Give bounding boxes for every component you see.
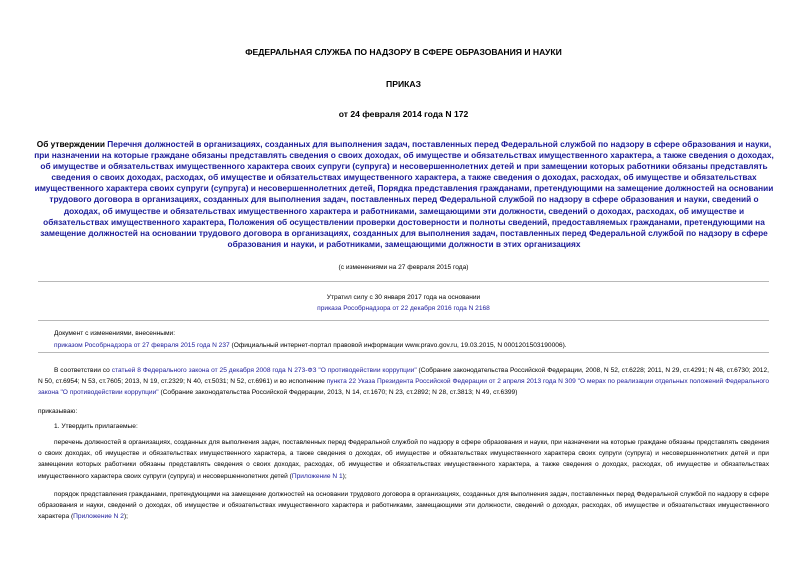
document-type: ПРИКАЗ xyxy=(386,79,421,89)
basis-law-link[interactable]: статьей 8 Федерального закона от 25 декабря 2008 года N 273-ФЗ "О противодействии коррупции" xyxy=(111,367,417,374)
changes-link[interactable]: приказом Рособрнадзора от 27 февраля 2015 года N 237 xyxy=(54,341,230,349)
procedure-tail: ); xyxy=(123,513,128,521)
edition-note: (с изменениями на 27 февраля 2015 года) xyxy=(338,264,469,271)
changes-line xyxy=(54,340,774,352)
list-tail: ); xyxy=(342,472,347,480)
document-title xyxy=(34,139,774,250)
expired-note xyxy=(0,292,807,314)
expired-link[interactable]: приказа Рособрнадзора от 22 декабря 2016 года N 2168 xyxy=(317,305,490,312)
procedure-text: порядок представления гражданами, претендующими на замещение должностей на основании трудового договора в организациях, созданных для выполнения задач, поставленных перед Федеральной службой по надзору в сфере образования и науки, сведений о доходах, об имуществе и обязательствах имущественного характера и работниками, замещающими эти должности, сведений о доходах, расходах, об имуществе и обязательствах имущественного характера ( xyxy=(38,491,769,521)
title-link[interactable]: Перечня должностей в организациях, созданных для выполнения задач, поставленных перед Федеральной службой по надзору в сфере образования и науки, при назначении на которые граждане обязаны представлять сведения о своих доходах, об имуществе и обязательствах имущественного характера, а также сведения о доходах, об имуществе и обязательствах имущественного характера своих супруги (супруга) и несовершеннолетних детей и при замещении которых работники обязаны представлять сведения о своих доходах, расходах, об имуществе и обязательствах имущественного характера, а также сведения о доходах, расходах, об имуществе и обязательствах имущественного характера своих супруги (супруга) и несовершеннолетних детей, Порядка представления гражданами, претендующими на замещение должностей на основании трудового договора в организациях, созданных для выполнения задач, поставленных перед Федеральной службой по надзору в сфере образования и науки, сведений о доходах, об имуществе и обязательствах имущественного характера и работниками, замещающими эти должности, сведений о доходах, расходах, об имуществе и обязательствах имущественного характера, Положения об осуществлении проверки достоверности и полноты сведений, предоставляемых гражданами, претендующими на замещение должностей на основании трудового договора в организациях, созданных для выполнения задач, поставленных перед Федеральной службой по надзору в сфере образования и науки, и работниками, замещающими должности в этих организациях xyxy=(34,139,774,249)
list-paragraph xyxy=(38,437,769,482)
changes-block xyxy=(54,328,774,351)
item-1: 1. Утвердить прилагаемые: xyxy=(54,423,138,430)
basis-decree-link[interactable]: пункта 22 Указа Президента Российской Федерации от 2 апреля 2013 года N 309 "О мерах по реализации отдельных положений Федерального закона "О противодействии коррупции" xyxy=(38,378,769,397)
expired-line: Утратил силу с 30 января 2017 года на основании xyxy=(326,294,481,301)
orders-text: приказываю: xyxy=(38,408,78,415)
agency-heading: ФЕДЕРАЛЬНАЯ СЛУЖБА ПО НАДЗОРУ В СФЕРЕ ОБРАЗОВАНИЯ И НАУКИ xyxy=(245,47,562,57)
appendix-1-link[interactable]: Приложение N 1 xyxy=(291,472,343,480)
title-prefix: Об утверждении xyxy=(36,139,108,149)
procedure-paragraph xyxy=(38,489,769,523)
document-date-number: от 24 февраля 2014 года N 172 xyxy=(338,109,469,119)
changes-heading: Документ с изменениями, внесенными: xyxy=(54,330,176,337)
basis-text-3: (Собрание законодательства Российской Федерации, 2013, N 14, ст.1670; N 23, ст.2892; N 28, ст.3813; N 49, ст.6399) xyxy=(158,389,518,397)
divider xyxy=(38,281,769,282)
basis-paragraph xyxy=(38,365,769,399)
appendix-2-link[interactable]: Приложение N 2 xyxy=(73,513,124,521)
basis-text-1: В соответствии со xyxy=(54,367,112,374)
list-text: перечень должностей в организациях, созданных для выполнения задач, поставленных перед Федеральной службой по надзору в сфере образования и науки, при назначении на которые граждане обязаны представлять сведения о своих доходах, об имуществе и обязательствах имущественного характера, а также сведения о доходах, об имуществе и обязательствах имущественного характера своих супруги (супруга) и несовершеннолетних детей и при замещении которых работники обязаны представлять сведения о своих доходах, расходах, об имуществе и обязательствах имущественного характера, а также сведения о доходах, расходах, об имуществе и обязательствах имущественного характера своих супруги (супруга) и несовершеннолетних детей ( xyxy=(38,439,769,480)
changes-tail: (Официальный интернет-портал правовой информации www.pravo.gov.ru, 19.03.2015, N 0001201503190006). xyxy=(229,341,567,349)
divider xyxy=(38,352,769,353)
divider xyxy=(38,320,769,321)
basis-text-2: (Собрание законодательства Российской Федерации, 2008, N 52, ст.6228; 2011, N 29, ст.4291; N 48, ст.6730; 2012, N 50, ст.6954; N 53, ст.7605; 2013, N 19, ст.2329; N 40, ст.5031; N 52, ст.6961) и во исполнение xyxy=(38,367,769,386)
